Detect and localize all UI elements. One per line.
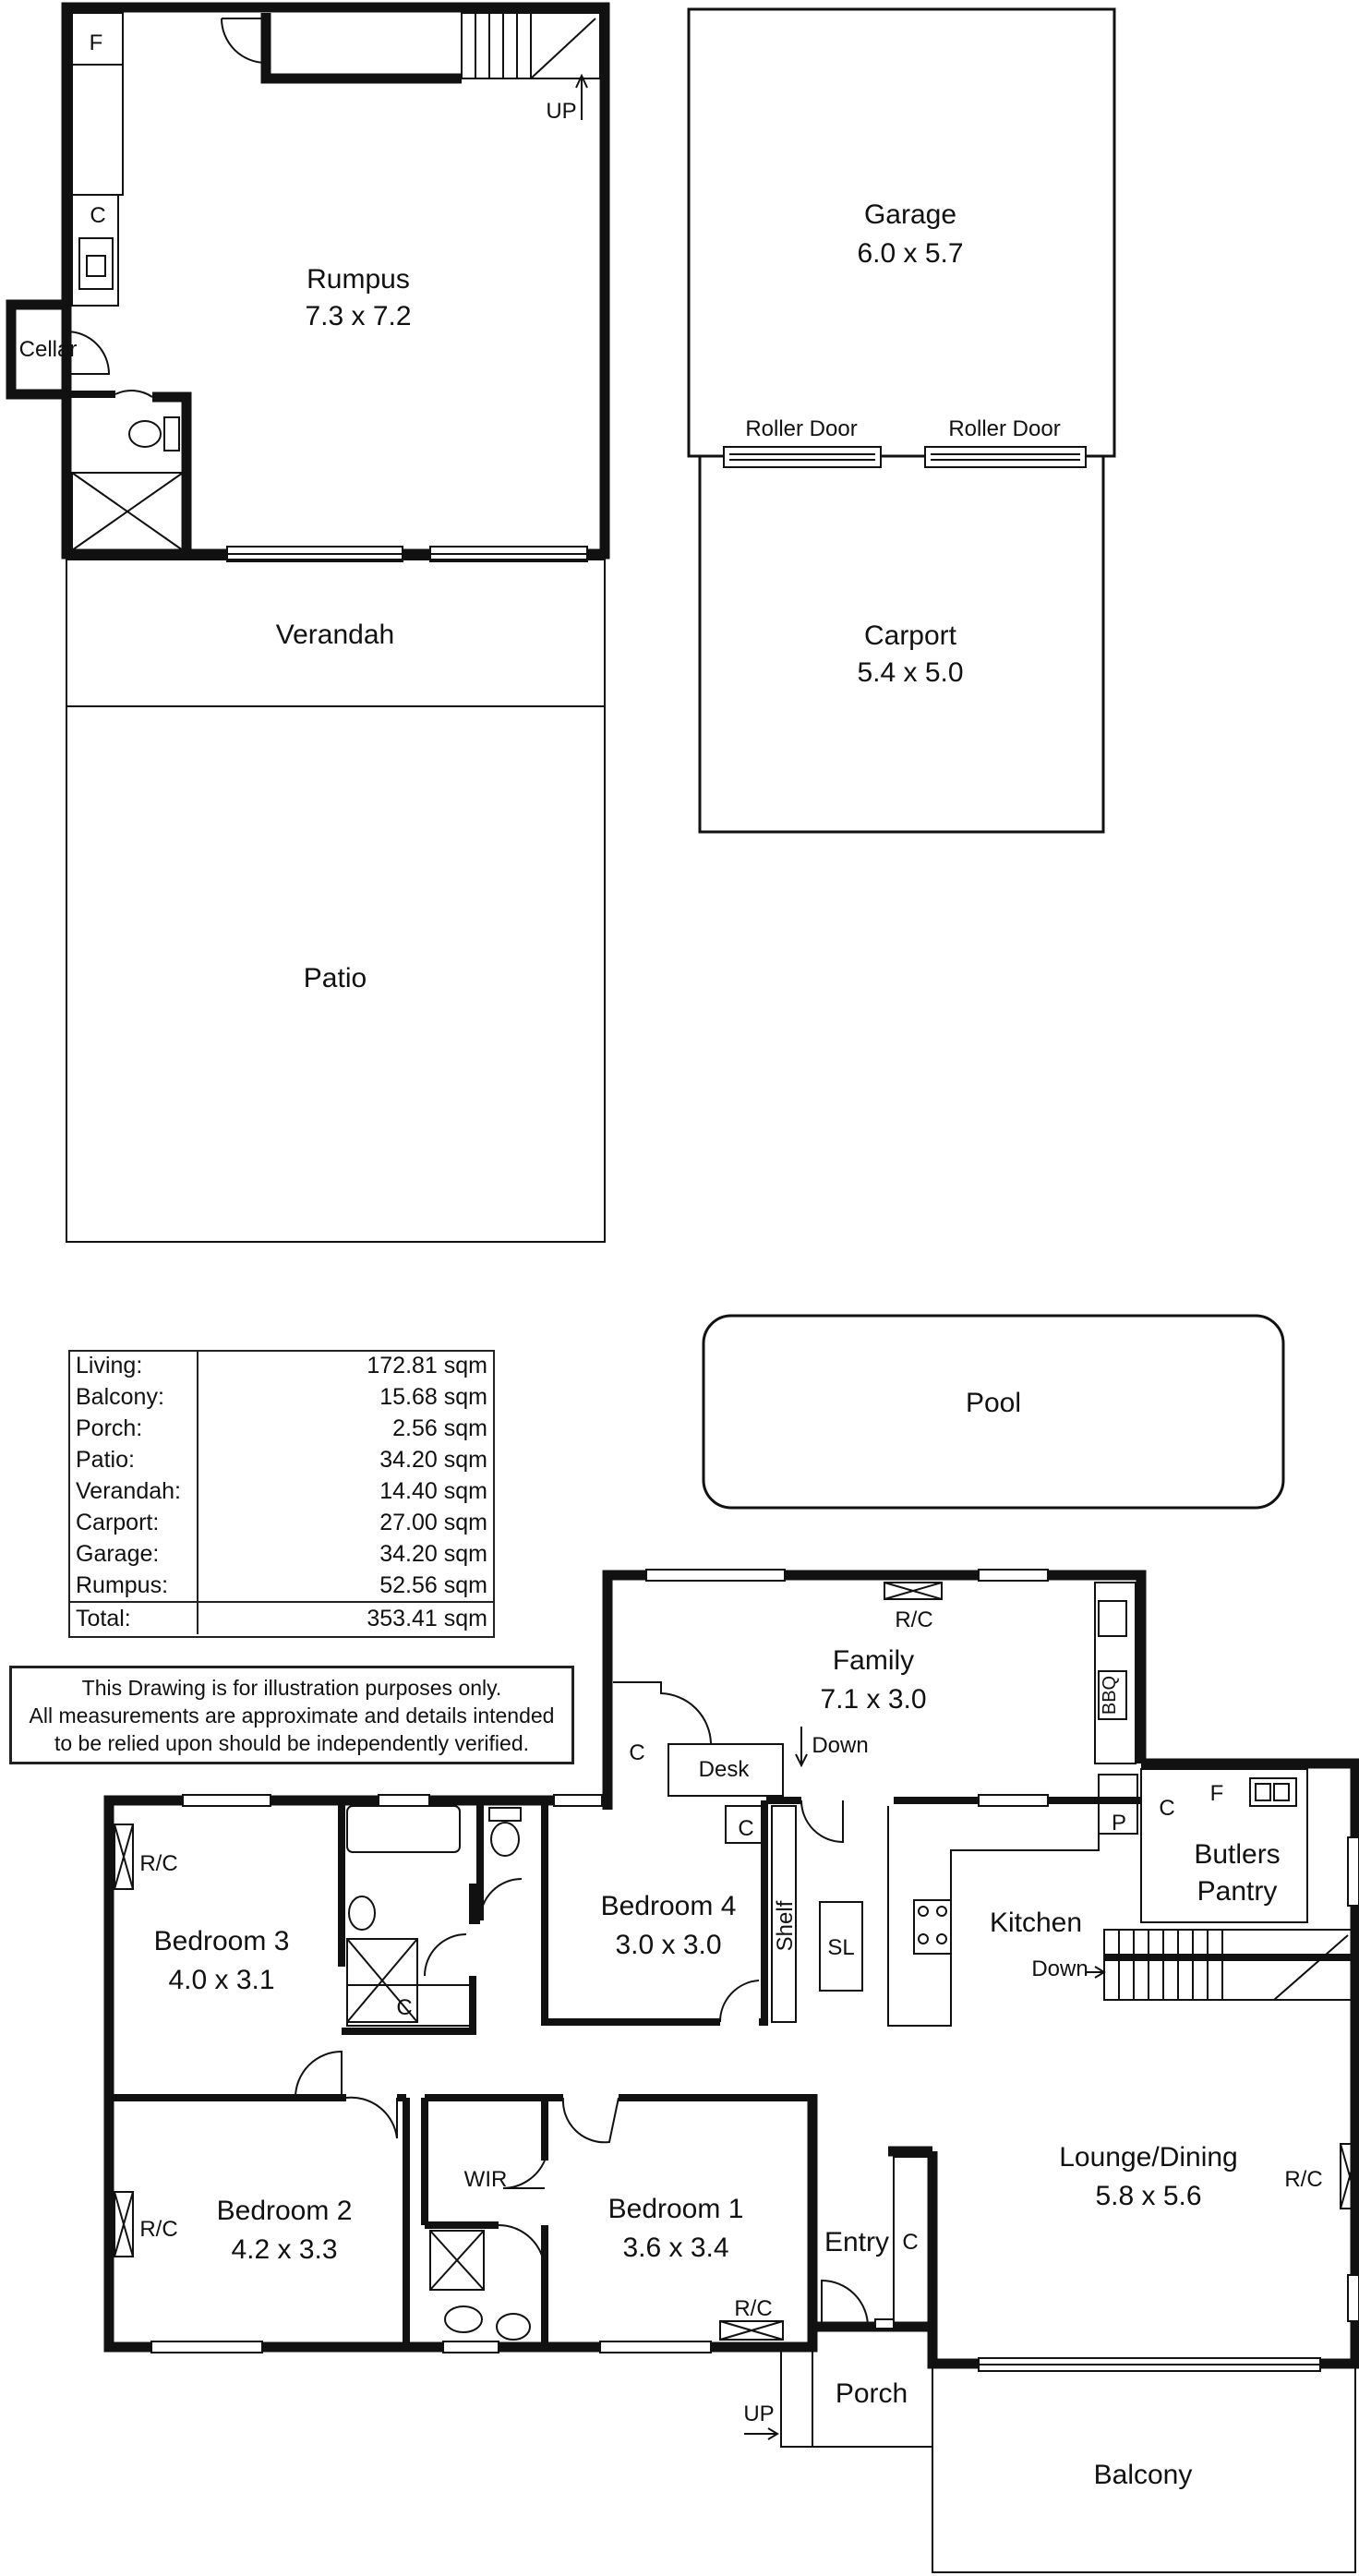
room-label-f-rumpus: F	[89, 30, 103, 55]
entry-name: Entry	[824, 2227, 890, 2257]
bathroom-cupboard-label: C	[396, 1995, 413, 2020]
family-dim: 7.1 x 3.0	[820, 1684, 927, 1715]
main-house-interior	[109, 1800, 1355, 2347]
bedroom1-name: Bedroom 1	[607, 2194, 744, 2224]
area-label: Porch:	[68, 1413, 198, 1444]
area-row	[68, 1413, 495, 1444]
kitchen-down-label: Down	[1031, 1956, 1088, 1981]
butlers-pantry-line2: Pantry	[1197, 1876, 1278, 1907]
family-cupboard-label: C	[629, 1740, 645, 1765]
area-label: Carport:	[68, 1507, 198, 1538]
balcony-name: Balcony	[1093, 2460, 1193, 2490]
garage-area	[689, 9, 1114, 456]
area-table	[68, 1350, 495, 1634]
pantry-cupboard-label: C	[1159, 1796, 1175, 1821]
disclaimer-line-2: All measurements are approximate and details intended	[29, 1703, 555, 1727]
family-down-label: Down	[812, 1733, 869, 1758]
bedroom4-cupboard-label: C	[738, 1816, 754, 1841]
area-value: 14.40 sqm	[379, 1477, 487, 1504]
garage-dim: 6.0 x 5.7	[857, 238, 964, 269]
disclaimer-box	[9, 1666, 574, 1764]
area-row	[68, 1538, 495, 1570]
area-row	[68, 1570, 495, 1602]
bedroom1-aircon-label: R/C	[734, 2296, 773, 2321]
area-label: Living:	[68, 1350, 198, 1381]
bedroom2-name: Bedroom 2	[216, 2196, 353, 2226]
disclaimer-line-1: This Drawing is for illustration purposes only.	[81, 1676, 502, 1700]
bedroom3-name: Bedroom 3	[153, 1926, 290, 1956]
carport-dim: 5.4 x 5.0	[857, 657, 964, 688]
kitchen-name: Kitchen	[989, 1908, 1083, 1938]
kitchen-pantry-label: P	[1111, 1811, 1127, 1836]
area-row	[68, 1475, 495, 1507]
bathroom-details	[347, 1795, 522, 2026]
roller-door-left-label: Roller Door	[745, 416, 858, 441]
lounge-aircon-label: R/C	[1284, 2167, 1323, 2192]
roller-door-right-label: Roller Door	[948, 416, 1061, 441]
shelf-label: Shelf	[773, 1900, 798, 1952]
bedroom2-dim: 4.2 x 3.3	[231, 2234, 338, 2265]
bedroom2-aircon-label: R/C	[139, 2217, 178, 2242]
bbq-label: BBQ	[1100, 1675, 1120, 1715]
area-label: Garage:	[68, 1538, 198, 1570]
desk-label: Desk	[698, 1757, 750, 1782]
pantry-fridge-label: F	[1209, 1781, 1224, 1806]
bedroom3-dim: 4.0 x 3.1	[168, 1965, 275, 1995]
area-label: Total:	[68, 1602, 198, 1634]
garage-name: Garage	[863, 199, 957, 230]
area-row	[68, 1444, 495, 1475]
rumpus-dim: 7.3 x 7.2	[305, 301, 412, 331]
area-label: Rumpus:	[68, 1570, 198, 1602]
entry-cupboard-label: C	[902, 2230, 919, 2255]
area-value: 172.81 sqm	[367, 1352, 487, 1378]
area-row	[68, 1350, 495, 1381]
porch-name: Porch	[835, 2378, 908, 2409]
area-value: 34.20 sqm	[379, 1540, 487, 1567]
area-label: Balcony:	[68, 1381, 198, 1413]
bedroom4-name: Bedroom 4	[600, 1891, 737, 1921]
lounge-dim: 5.8 x 5.6	[1095, 2181, 1202, 2211]
family-name: Family	[832, 1645, 915, 1676]
area-row	[68, 1507, 495, 1538]
kitchen-details	[888, 1769, 1359, 2026]
porch-stair-up: UP	[743, 2401, 775, 2426]
disclaimer-line-3: to be relied upon should be independently verified.	[54, 1731, 530, 1755]
area-value: 15.68 sqm	[379, 1383, 487, 1410]
bedroom1-dim: 3.6 x 3.4	[622, 2233, 729, 2263]
area-row	[68, 1381, 495, 1413]
area-value: 2.56 sqm	[392, 1414, 487, 1441]
patio-name: Patio	[303, 963, 367, 993]
butlers-pantry-line1: Butlers	[1194, 1839, 1281, 1870]
cellar-name: Cellar	[18, 337, 78, 362]
carport-name: Carport	[863, 620, 957, 651]
area-value: 52.56 sqm	[379, 1571, 487, 1598]
area-label: Verandah:	[68, 1475, 198, 1507]
room-label-c-rumpus: C	[90, 203, 106, 228]
family-aircon-label: R/C	[895, 1607, 933, 1632]
verandah-name: Verandah	[275, 620, 395, 650]
rumpus-name: Rumpus	[307, 264, 410, 295]
bedroom3-aircon-label: R/C	[139, 1851, 178, 1876]
wir-label: WIR	[463, 2167, 508, 2192]
rumpus-stair-up: UP	[546, 99, 577, 124]
lounge-name: Lounge/Dining	[1059, 2142, 1238, 2173]
area-value: 27.00 sqm	[379, 1509, 487, 1535]
area-value: 353.41 sqm	[198, 1602, 495, 1634]
area-label: Patio:	[68, 1444, 198, 1475]
area-total-row	[68, 1602, 495, 1634]
skylight-label: SL	[827, 1935, 855, 1960]
bedroom4-dim: 3.0 x 3.0	[615, 1930, 722, 1960]
pool-name: Pool	[965, 1388, 1022, 1418]
area-value: 34.20 sqm	[379, 1446, 487, 1473]
